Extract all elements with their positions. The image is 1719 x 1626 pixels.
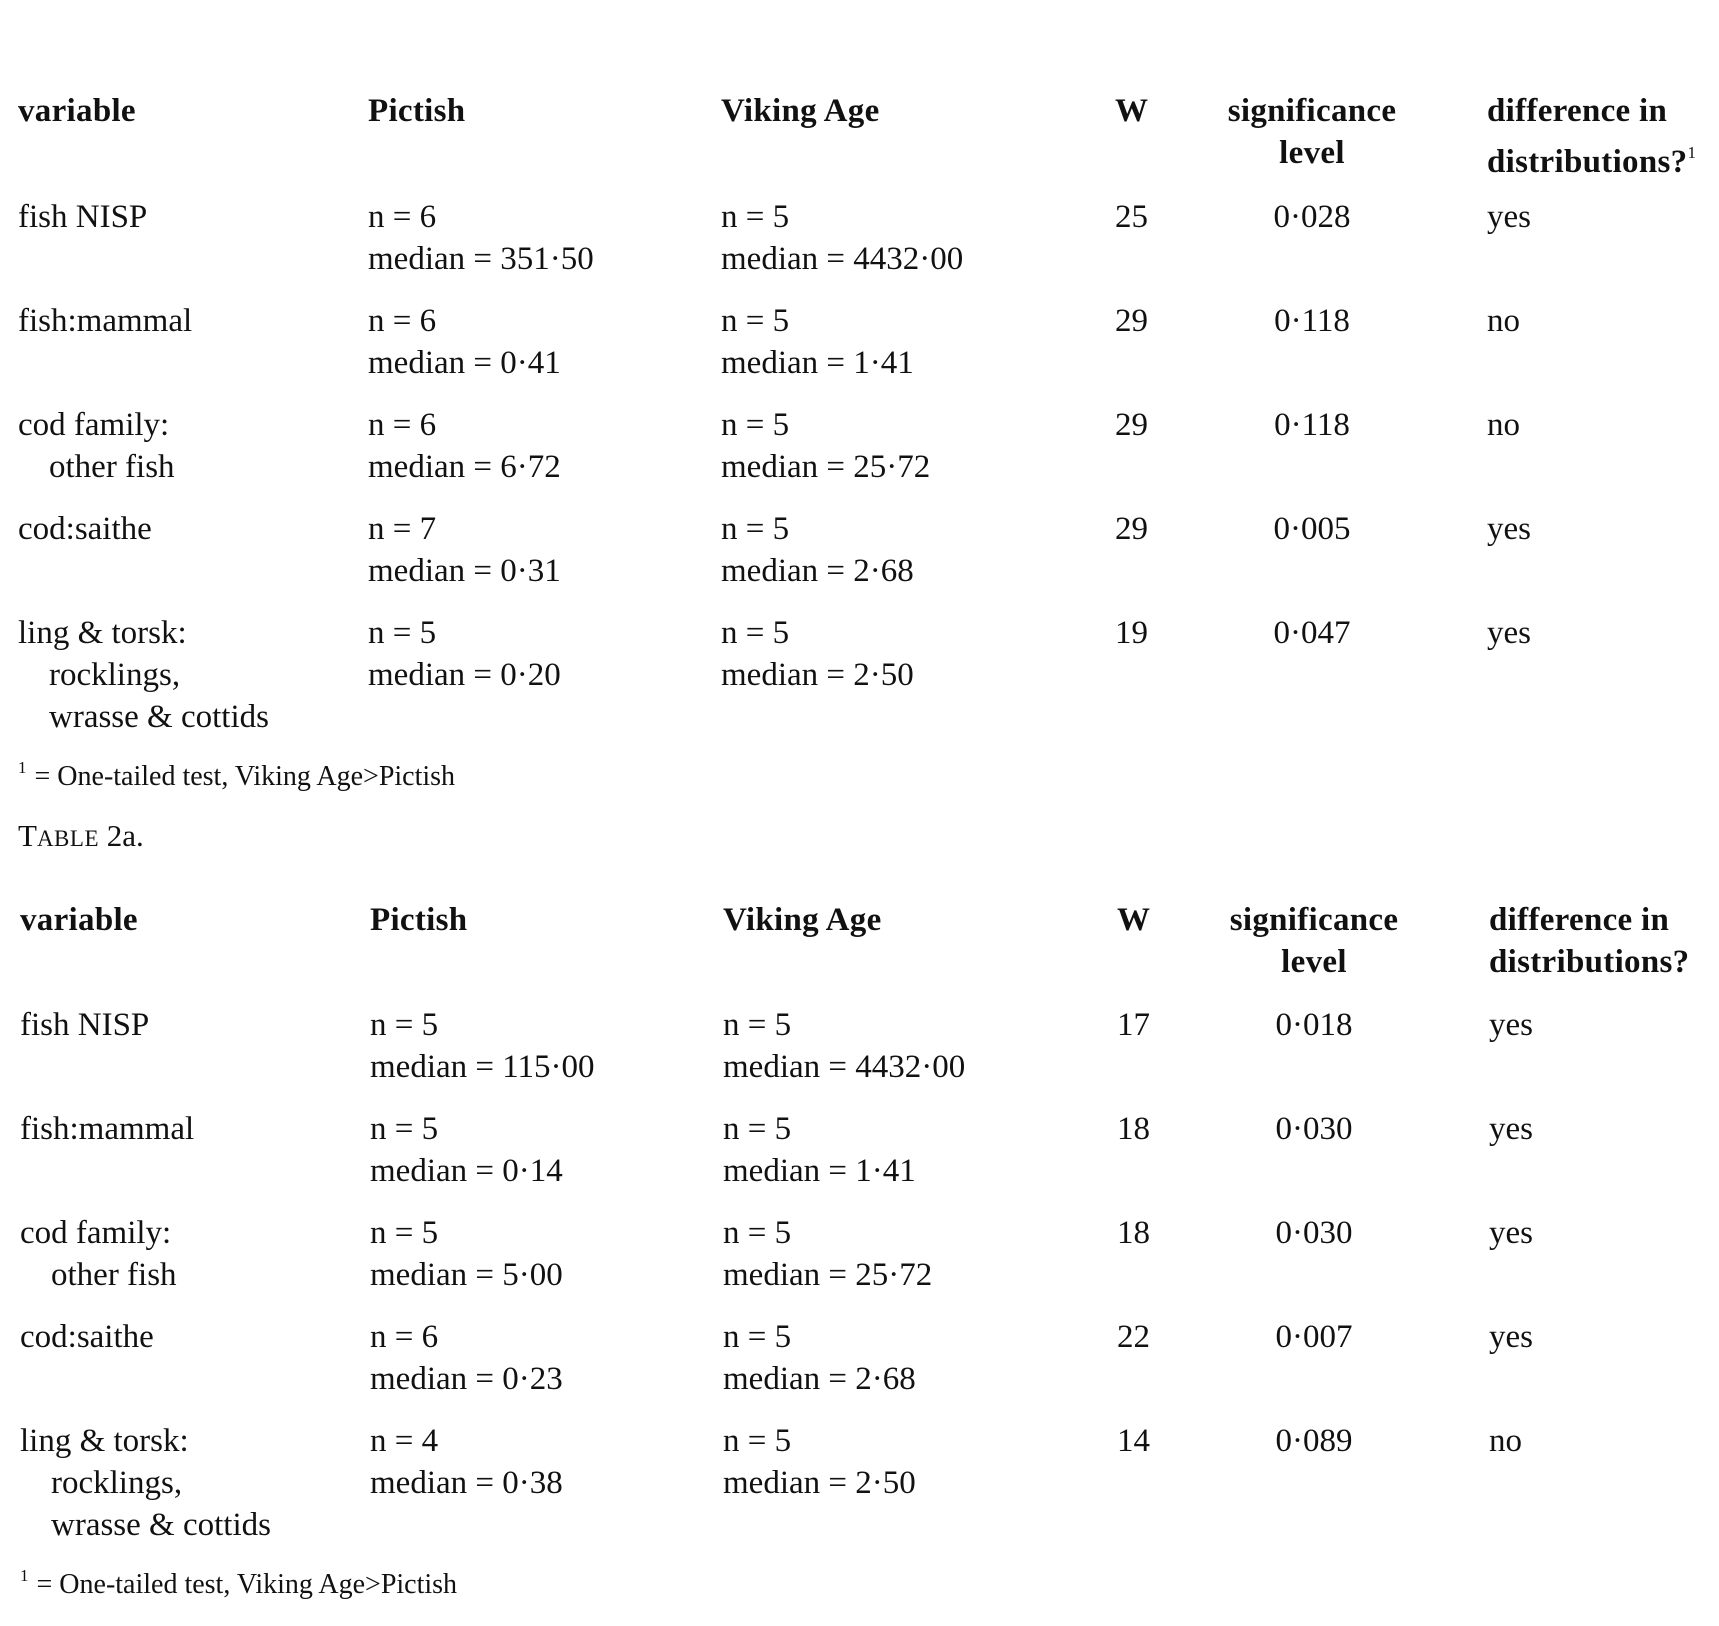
cell-difference: yes [1487, 511, 1531, 547]
cell-viking-median: median = 2·50 [723, 1465, 916, 1501]
header-viking-age: Viking Age [723, 902, 882, 938]
table-2a-footnote [20, 1566, 457, 1601]
footnote-mark: 1 [18, 758, 27, 777]
cell-viking-median: median = 1·41 [723, 1153, 916, 1189]
header-significance-line1: significance [1227, 93, 1397, 129]
header-difference-line2: distributions?$^1$ [1487, 143, 1697, 180]
cell-pictish-n: n = 5 [370, 1215, 439, 1251]
cell-difference: yes [1487, 615, 1531, 651]
cell-difference: yes [1487, 199, 1531, 235]
cell-w: 29 [1115, 303, 1148, 339]
cell-significance: 0·018 [1275, 1007, 1353, 1043]
header-significance-line2: level [1279, 135, 1345, 171]
cell-significance: 0·030 [1275, 1111, 1353, 1147]
cell-pictish-n: n = 5 [368, 615, 437, 651]
cell-pictish-n: n = 4 [370, 1423, 439, 1459]
header-difference [1489, 899, 1689, 983]
table-1-footnote [18, 758, 455, 793]
cell-pictish-median: median = 0·41 [368, 345, 561, 381]
header-significance-line1: significance [1229, 902, 1399, 938]
cell-w: 25 [1115, 199, 1148, 235]
cell-significance: 0·030 [1275, 1215, 1353, 1251]
footnote-text: = One-tailed test, Viking Age>Pictish [36, 1569, 458, 1600]
cell-viking-median: median = 4432·00 [721, 241, 964, 277]
cell-significance: 0·118 [1274, 407, 1350, 443]
cell-viking-median: median = 4432·00 [723, 1049, 966, 1085]
cell-w: 14 [1117, 1423, 1150, 1459]
cell-variable-cont: wrasse & cottids [51, 1507, 271, 1543]
caption-initial: T [18, 818, 37, 853]
cell-variable: fish NISP [18, 199, 148, 235]
cell-variable: fish:mammal [20, 1111, 195, 1147]
cell-variable: ling & torsk: [20, 1423, 189, 1459]
cell-pictish-median: median = 0·14 [370, 1153, 563, 1189]
cell-pictish-n: n = 6 [368, 407, 437, 443]
cell-w: 18 [1117, 1215, 1150, 1251]
cell-difference: no [1489, 1423, 1522, 1459]
cell-variable-cont: rocklings, [49, 657, 181, 693]
cell-w: 22 [1117, 1319, 1150, 1355]
header-w: W [1115, 93, 1149, 129]
cell-variable: cod:saithe [20, 1319, 154, 1355]
cell-viking-n: n = 5 [723, 1423, 792, 1459]
cell-pictish-median: median = 5·00 [370, 1257, 563, 1293]
cell-difference: no [1487, 303, 1520, 339]
cell-viking-median: median = 2·50 [721, 657, 914, 693]
cell-variable: ling & torsk: [18, 615, 187, 651]
table-2a-caption [18, 818, 144, 854]
cell-difference: no [1487, 407, 1520, 443]
header-variable: variable [18, 93, 136, 129]
cell-viking-median: median = 2·68 [723, 1361, 916, 1397]
cell-significance: 0·028 [1273, 199, 1351, 235]
cell-significance: 0·005 [1273, 511, 1351, 547]
cell-pictish-n: n = 7 [368, 511, 437, 547]
header-pictish: Pictish [368, 93, 466, 129]
cell-variable-cont: wrasse & cottids [49, 699, 269, 735]
cell-viking-n: n = 5 [721, 199, 790, 235]
header-difference-line2: distributions? [1489, 944, 1690, 980]
cell-pictish-median: median = 6·72 [368, 449, 561, 485]
cell-variable: cod family: [20, 1215, 172, 1251]
cell-viking-median: median = 25·72 [723, 1257, 933, 1293]
cell-variable: fish:mammal [18, 303, 193, 339]
header-difference-line1: difference in [1487, 93, 1668, 129]
cell-pictish-n: n = 5 [370, 1111, 439, 1147]
cell-pictish-n: n = 6 [370, 1319, 439, 1355]
cell-pictish-median: median = 351·50 [368, 241, 594, 277]
cell-viking-n: n = 5 [721, 615, 790, 651]
cell-w: 29 [1115, 511, 1148, 547]
cell-pictish-median: median = 0·23 [370, 1361, 563, 1397]
cell-viking-n: n = 5 [721, 407, 790, 443]
footnote-mark: 1 [1687, 143, 1697, 162]
cell-difference: yes [1489, 1215, 1533, 1251]
cell-difference: yes [1489, 1007, 1533, 1043]
cell-pictish-median: median = 115·00 [370, 1049, 595, 1085]
cell-viking-n: n = 5 [721, 511, 790, 547]
cell-viking-median: median = 2·68 [721, 553, 914, 589]
cell-w: 19 [1115, 615, 1148, 651]
cell-pictish-n: n = 5 [370, 1007, 439, 1043]
cell-pictish-n: n = 6 [368, 303, 437, 339]
cell-viking-n: n = 5 [723, 1319, 792, 1355]
header-difference-line1: difference in [1489, 902, 1670, 938]
cell-viking-n: n = 5 [723, 1007, 792, 1043]
cell-pictish-n: n = 6 [368, 199, 437, 235]
header-difference [1487, 90, 1696, 183]
cell-difference: yes [1489, 1111, 1533, 1147]
cell-variable-cont: other fish [49, 449, 175, 485]
header-significance-line2: level [1281, 944, 1347, 980]
cell-significance: 0·118 [1274, 303, 1350, 339]
cell-significance: 0·047 [1273, 615, 1351, 651]
cell-viking-n: n = 5 [723, 1215, 792, 1251]
cell-significance: 0·007 [1275, 1319, 1353, 1355]
header-pictish: Pictish [370, 902, 468, 938]
cell-w: 29 [1115, 407, 1148, 443]
cell-viking-n: n = 5 [721, 303, 790, 339]
cell-w: 17 [1117, 1007, 1150, 1043]
cell-w: 18 [1117, 1111, 1150, 1147]
cell-variable-cont: other fish [51, 1257, 177, 1293]
cell-pictish-median: median = 0·38 [370, 1465, 563, 1501]
header-viking-age: Viking Age [721, 93, 880, 129]
cell-difference: yes [1489, 1319, 1533, 1355]
header-w: W [1117, 902, 1151, 938]
header-variable: variable [20, 902, 138, 938]
footnote-text: = One-tailed test, Viking Age>Pictish [34, 761, 456, 792]
cell-viking-n: n = 5 [723, 1111, 792, 1147]
cell-variable-cont: rocklings, [51, 1465, 183, 1501]
cell-pictish-median: median = 0·31 [368, 553, 561, 589]
header-significance [1205, 90, 1419, 174]
cell-viking-median: median = 25·72 [721, 449, 931, 485]
cell-variable: fish NISP [20, 1007, 150, 1043]
caption-number: 2a. [99, 818, 144, 853]
cell-pictish-median: median = 0·20 [368, 657, 561, 693]
footnote-mark: 1 [20, 1566, 29, 1585]
cell-significance: 0·089 [1275, 1423, 1353, 1459]
cell-variable: cod family: [18, 407, 170, 443]
cell-viking-median: median = 1·41 [721, 345, 914, 381]
caption-smallcaps: ABLE [36, 826, 99, 851]
header-significance [1207, 899, 1421, 983]
cell-variable: cod:saithe [18, 511, 152, 547]
